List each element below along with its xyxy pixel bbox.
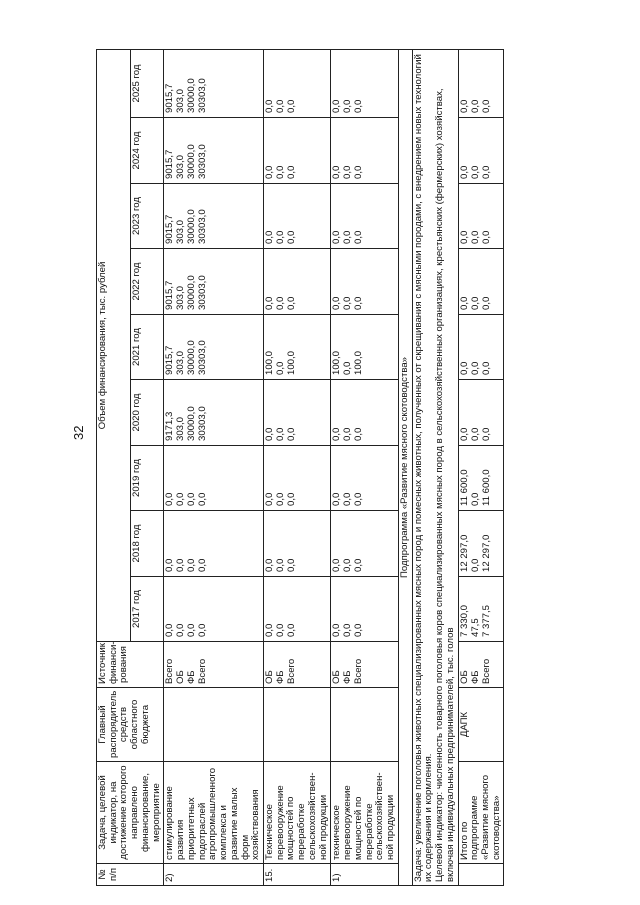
cell-value: 100,0 bbox=[353, 350, 365, 375]
cell-value: 0,0 bbox=[458, 427, 470, 441]
table-body bbox=[164, 50, 398, 886]
cell-value: 0,0 bbox=[286, 492, 298, 506]
cell-value: 0,0 bbox=[480, 99, 492, 113]
cell-value: 0,0 bbox=[480, 361, 492, 375]
cell-value: 30303,0 bbox=[197, 275, 209, 310]
cell-value: 0,0 bbox=[342, 492, 354, 506]
table-row bbox=[164, 50, 264, 886]
year-2022: 2022 год bbox=[130, 249, 164, 315]
cell-value: 30303,0 bbox=[197, 144, 209, 179]
header-manager: Главный распорядитель средств областного бюджета bbox=[97, 688, 164, 762]
cell-value: 0,0 bbox=[331, 165, 343, 179]
header-source: Источник финанси-рования bbox=[97, 642, 164, 688]
cell-value: 0,0 bbox=[164, 492, 176, 506]
cell-value: 0,0 bbox=[197, 623, 209, 637]
cell-value: 0,0 bbox=[469, 230, 481, 244]
cell-value: Всего bbox=[480, 658, 492, 684]
total-body bbox=[458, 50, 504, 886]
year-values bbox=[164, 315, 264, 380]
indicator-text: Целевой индикатор: численность товарного поголовья коров специализированных мясных пород в сельскохозяйственных организациях, крестьянских (фермерских) хозяйствах, включая индивидуальных предпринимателей, тыс. голов bbox=[434, 88, 456, 882]
cell-value: 0,0 bbox=[286, 230, 298, 244]
row-name: Техническое перевооружение мощностей по переработке сельскохозяйствен-ной продукции bbox=[264, 762, 331, 864]
cell-value: 0,0 bbox=[331, 427, 343, 441]
year-values bbox=[264, 184, 331, 249]
year-2017: 2017 год bbox=[130, 577, 164, 642]
cell-value: 0,0 bbox=[353, 165, 365, 179]
cell-value: 0,0 bbox=[458, 165, 470, 179]
cell-value: 0,0 bbox=[164, 558, 176, 572]
cell-value: ОБ bbox=[331, 670, 343, 684]
cell-value: 0,0 bbox=[275, 230, 287, 244]
cell-value: 0,0 bbox=[342, 230, 354, 244]
cell-value: 0,0 bbox=[342, 296, 354, 310]
cell-value: 0,0 bbox=[469, 427, 481, 441]
cell-value: 0,0 bbox=[331, 99, 343, 113]
row-number bbox=[458, 864, 504, 886]
row-name: Итого по подпрограмме «Развитие мясного скотоводства» bbox=[458, 762, 504, 864]
cell-value: 0,0 bbox=[353, 230, 365, 244]
cell-value: ФБ bbox=[469, 670, 481, 684]
task-row bbox=[412, 50, 458, 886]
year-values bbox=[331, 446, 398, 511]
cell-value: 0,0 bbox=[342, 558, 354, 572]
cell-value: 0,0 bbox=[164, 623, 176, 637]
cell-value: 0,0 bbox=[264, 296, 276, 310]
cell-value: 0,0 bbox=[331, 296, 343, 310]
cell-value: 303,0 bbox=[175, 219, 187, 244]
year-values bbox=[331, 380, 398, 446]
header-row-1 bbox=[97, 50, 131, 886]
cell-value: 0,0 bbox=[264, 230, 276, 244]
cell-value: 0,0 bbox=[175, 623, 187, 637]
cell-value: 0,0 bbox=[480, 427, 492, 441]
cell-value: 30303,0 bbox=[197, 209, 209, 244]
year-values bbox=[164, 446, 264, 511]
year-values bbox=[458, 446, 504, 511]
cell-value: 0,0 bbox=[286, 623, 298, 637]
subprogram-row bbox=[398, 50, 412, 886]
cell-value: 0,0 bbox=[342, 427, 354, 441]
row-manager bbox=[164, 688, 264, 762]
cell-value: 9015,7 bbox=[164, 149, 176, 179]
year-values bbox=[264, 249, 331, 315]
cell-value: 30000,0 bbox=[186, 406, 198, 441]
year-values bbox=[331, 511, 398, 577]
cell-value: 9015,7 bbox=[164, 83, 176, 113]
table-row bbox=[264, 50, 331, 886]
cell-value: 0,0 bbox=[275, 623, 287, 637]
cell-value: 0,0 bbox=[342, 165, 354, 179]
page-number: 32 bbox=[71, 425, 86, 440]
cell-value: 0,0 bbox=[353, 623, 365, 637]
year-2024: 2024 год bbox=[130, 118, 164, 184]
cell-value: 0,0 bbox=[342, 99, 354, 113]
cell-value: 0,0 bbox=[469, 165, 481, 179]
cell-value: 30303,0 bbox=[197, 340, 209, 375]
cell-value: 0,0 bbox=[275, 492, 287, 506]
cell-value: 9015,7 bbox=[164, 280, 176, 310]
cell-value: Всего bbox=[353, 658, 365, 684]
year-values bbox=[331, 50, 398, 118]
cell-value: 0,0 bbox=[286, 165, 298, 179]
year-values bbox=[164, 50, 264, 118]
year-values bbox=[164, 380, 264, 446]
year-values bbox=[264, 118, 331, 184]
cell-value: 11 600,0 bbox=[480, 469, 492, 506]
year-2023: 2023 год bbox=[130, 184, 164, 249]
year-values bbox=[458, 315, 504, 380]
cell-value: 0,0 bbox=[197, 558, 209, 572]
cell-value: 0,0 bbox=[469, 361, 481, 375]
cell-value: 303,0 bbox=[175, 285, 187, 310]
cell-value: 9015,7 bbox=[164, 345, 176, 375]
row-number: 15. bbox=[264, 864, 331, 886]
cell-value: 0,0 bbox=[469, 492, 481, 506]
cell-value: 0,0 bbox=[353, 558, 365, 572]
header-num: № п/п bbox=[97, 864, 164, 886]
header-volume: Объем финансирования, тыс. рублей bbox=[97, 50, 131, 642]
cell-value: 303,0 bbox=[175, 416, 187, 441]
year-values bbox=[331, 315, 398, 380]
row-sources bbox=[264, 642, 331, 688]
year-values bbox=[458, 511, 504, 577]
cell-value: ФБ bbox=[275, 670, 287, 684]
cell-value: 30303,0 bbox=[197, 406, 209, 441]
cell-value: 0,0 bbox=[286, 99, 298, 113]
cell-value: 0,0 bbox=[264, 623, 276, 637]
cell-value: 7 330,0 bbox=[458, 604, 470, 637]
cell-value: 0,0 bbox=[331, 623, 343, 637]
row-sources bbox=[458, 642, 504, 688]
cell-value: 9015,7 bbox=[164, 214, 176, 244]
year-values bbox=[264, 50, 331, 118]
cell-value: 12 297,0 bbox=[480, 534, 492, 572]
cell-value: 0,0 bbox=[264, 427, 276, 441]
cell-value: 0,0 bbox=[480, 230, 492, 244]
cell-value: 0,0 bbox=[275, 165, 287, 179]
cell-value: 0,0 bbox=[458, 230, 470, 244]
table-row bbox=[458, 50, 504, 886]
cell-value: 30000,0 bbox=[186, 209, 198, 244]
year-values bbox=[331, 118, 398, 184]
header-task: Задача, целевой индикатор, на достижение которого направлено финансирование, мероприятие bbox=[97, 762, 164, 864]
cell-value: ФБ bbox=[186, 670, 198, 684]
cell-value: 30000,0 bbox=[186, 340, 198, 375]
row-manager bbox=[264, 688, 331, 762]
cell-value: 30000,0 bbox=[186, 275, 198, 310]
cell-value: 0,0 bbox=[286, 427, 298, 441]
year-2020: 2020 год bbox=[130, 380, 164, 446]
year-values bbox=[458, 249, 504, 315]
cell-value: 7 377,5 bbox=[480, 604, 492, 637]
year-2018: 2018 год bbox=[130, 511, 164, 577]
year-values bbox=[264, 577, 331, 642]
cell-value: 0,0 bbox=[469, 296, 481, 310]
cell-value: 0,0 bbox=[275, 361, 287, 375]
year-2025: 2025 год bbox=[130, 50, 164, 118]
year-values bbox=[458, 380, 504, 446]
year-values bbox=[164, 118, 264, 184]
row-number: 2) bbox=[164, 864, 264, 886]
row-manager: ДАПК bbox=[458, 688, 504, 762]
cell-value: 0,0 bbox=[186, 492, 198, 506]
subprogram-title: Подпрограмма «Развитие мясного скотоводства» bbox=[398, 50, 412, 886]
cell-value: ОБ bbox=[175, 670, 187, 684]
year-2021: 2021 год bbox=[130, 315, 164, 380]
cell-value: 12 297,0 bbox=[458, 534, 470, 572]
cell-value: 0,0 bbox=[353, 427, 365, 441]
cell-value: 100,0 bbox=[264, 350, 276, 375]
cell-value: 0,0 bbox=[275, 558, 287, 572]
cell-value: 0,0 bbox=[342, 361, 354, 375]
cell-value: 0,0 bbox=[264, 492, 276, 506]
year-values bbox=[264, 446, 331, 511]
cell-value: 0,0 bbox=[458, 99, 470, 113]
cell-value: 30000,0 bbox=[186, 78, 198, 113]
year-values bbox=[458, 50, 504, 118]
row-name: стимулирование развития приоритетных подотраслей агропромышленного комплекса и развитие малых форм хозяйствования bbox=[164, 762, 264, 864]
year-values bbox=[264, 315, 331, 380]
financing-table bbox=[96, 49, 504, 886]
year-values bbox=[164, 184, 264, 249]
cell-value: 0,0 bbox=[264, 165, 276, 179]
cell-value: 0,0 bbox=[275, 427, 287, 441]
cell-value: 0,0 bbox=[480, 296, 492, 310]
cell-value: 0,0 bbox=[197, 492, 209, 506]
cell-value: 303,0 bbox=[175, 88, 187, 113]
cell-value: 0,0 bbox=[469, 558, 481, 572]
cell-value: ФБ bbox=[342, 670, 354, 684]
cell-value: 0,0 bbox=[175, 492, 187, 506]
cell-value: 0,0 bbox=[458, 296, 470, 310]
row-number: 1) bbox=[331, 864, 398, 886]
year-values bbox=[164, 577, 264, 642]
cell-value: 0,0 bbox=[342, 623, 354, 637]
year-values bbox=[458, 184, 504, 249]
year-values bbox=[164, 511, 264, 577]
year-values bbox=[458, 118, 504, 184]
row-sources bbox=[331, 642, 398, 688]
cell-value: 0,0 bbox=[331, 558, 343, 572]
cell-value: ОБ bbox=[458, 670, 470, 684]
cell-value: ОБ bbox=[264, 670, 276, 684]
cell-value: 100,0 bbox=[286, 350, 298, 375]
cell-value: 0,0 bbox=[469, 99, 481, 113]
year-values bbox=[331, 249, 398, 315]
cell-value: 0,0 bbox=[286, 558, 298, 572]
task-text: Задача: увеличение поголовья животных специализированных мясных пород и помесных животных, полученных от скрещивания с мясными породами, с внедрением новых технологий их содержания и кормления. bbox=[412, 54, 435, 882]
rotated-table-container bbox=[96, 50, 504, 886]
cell-value: Всего bbox=[197, 658, 209, 684]
cell-value: 0,0 bbox=[331, 492, 343, 506]
cell-value: 0,0 bbox=[275, 296, 287, 310]
cell-value: 0,0 bbox=[458, 361, 470, 375]
row-manager bbox=[331, 688, 398, 762]
year-2019: 2019 год bbox=[130, 446, 164, 511]
year-values bbox=[264, 380, 331, 446]
year-values bbox=[264, 511, 331, 577]
cell-value: 30000,0 bbox=[186, 144, 198, 179]
cell-value: 0,0 bbox=[331, 230, 343, 244]
cell-value: 0,0 bbox=[175, 558, 187, 572]
cell-value: 0,0 bbox=[353, 296, 365, 310]
row-sources bbox=[164, 642, 264, 688]
cell-value: 0,0 bbox=[353, 99, 365, 113]
cell-value: 0,0 bbox=[186, 623, 198, 637]
cell-value: 30303,0 bbox=[197, 78, 209, 113]
cell-value: 0,0 bbox=[264, 99, 276, 113]
cell-value: 47,5 bbox=[469, 618, 481, 637]
cell-value: Всего bbox=[164, 658, 176, 684]
cell-value: 0,0 bbox=[275, 99, 287, 113]
year-values bbox=[164, 249, 264, 315]
year-values bbox=[331, 184, 398, 249]
year-values bbox=[458, 577, 504, 642]
cell-value: Всего bbox=[286, 658, 298, 684]
cell-value: 9171,3 bbox=[164, 411, 176, 441]
table-row bbox=[331, 50, 398, 886]
cell-value: 100,0 bbox=[331, 350, 343, 375]
cell-value: 0,0 bbox=[264, 558, 276, 572]
cell-value: 0,0 bbox=[286, 296, 298, 310]
cell-value: 0,0 bbox=[480, 165, 492, 179]
row-name: техническое перевооружение мощностей по переработке сельскохозяйствен-ной продукции bbox=[331, 762, 398, 864]
cell-value: 11 600,0 bbox=[458, 469, 470, 506]
year-values bbox=[331, 577, 398, 642]
cell-value: 303,0 bbox=[175, 154, 187, 179]
cell-value: 303,0 bbox=[175, 350, 187, 375]
cell-value: 0,0 bbox=[186, 558, 198, 572]
cell-value: 0,0 bbox=[353, 492, 365, 506]
